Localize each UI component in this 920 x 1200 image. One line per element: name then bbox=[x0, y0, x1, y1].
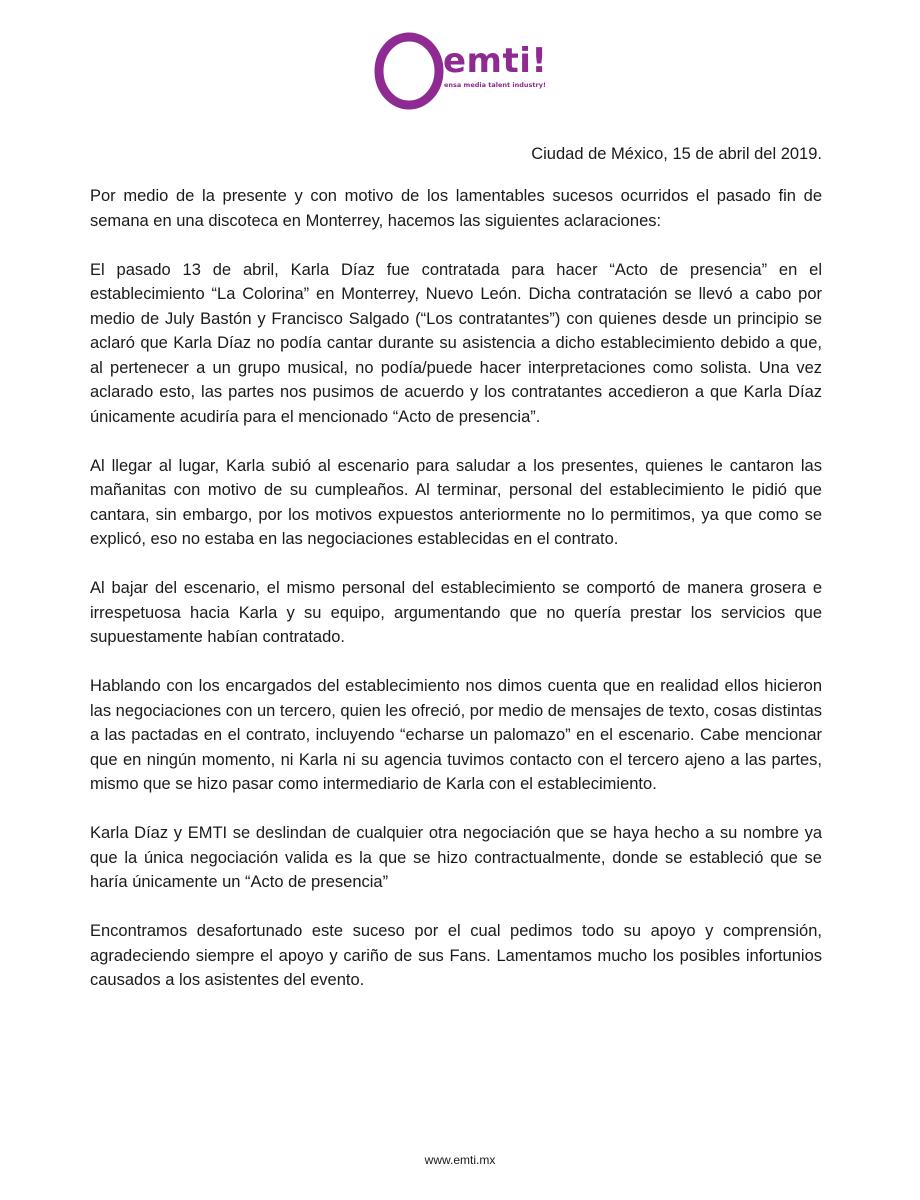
paragraph: Al llegar al lugar, Karla subió al escenario para saludar a los presentes, quienes le cantaron las mañanitas con motivo de su cumpleaños. Al terminar, personal del establecimiento le pidió que cantara, sin embargo, por los motivos expuestos anteriormente no lo permitimos, ya que como se explicó, eso no estaba en las negociaciones establecidas en el contrato. bbox=[90, 456, 822, 548]
letter-date: Ciudad de México, 15 de abril del 2019. bbox=[531, 145, 822, 163]
emti-logo bbox=[372, 31, 548, 111]
paragraph: El pasado 13 de abril, Karla Díaz fue contratada para hacer “Acto de presencia” en el establecimiento “La Colorina” en Monterrey, Nuevo León. Dicha contratación se llevó a cabo por medio de July Bastón y Francisco Salgado (“Los contratantes”) con quienes desde un principio se aclaró que Karla Díaz no podía cantar durante su asistencia a dicho establecimiento debido a que, al pertenecer a un grupo musical, no podía/puede hacer interpretaciones como solista. Una vez aclarado esto, las partes nos pusimos de acuerdo y los contratantes accedieron a que Karla Díaz únicamente acudiría para el mencionado “Acto de presencia”. bbox=[90, 260, 822, 426]
paragraph: Al bajar del escenario, el mismo personal del establecimiento se comportó de manera grosera e irrespetuosa hacia Karla y su equipo, argumentando que no quería prestar los servicios que supuestamente habían contratado. bbox=[90, 579, 822, 646]
paragraph: Por medio de la presente y con motivo de los lamentables sucesos ocurridos el pasado fin de semana en una discoteca en Monterrey, hacemos las siguientes aclaraciones: bbox=[90, 187, 822, 230]
logo-wordmark: emti! bbox=[443, 41, 548, 81]
paragraph: Encontramos desafortunado este suceso por el cual pedimos todo su apoyo y comprensión, agradeciendo siempre el apoyo y cariño de sus Fans. Lamentamos mucho los posibles infortunios causados a los asistentes del evento. bbox=[90, 922, 822, 989]
brush-circle-logo-icon bbox=[372, 31, 448, 111]
letter-body bbox=[90, 184, 822, 1017]
paragraph: Hablando con los encargados del establecimiento nos dimos cuenta que en realidad ellos hicieron las negociaciones con un tercero, quien les ofreció, por medio de mensajes de texto, cosas distintas a las pactadas en el contrato, incluyendo “echarse un palomazo” en el escenario. Cabe mencionar que en ningún momento, ni Karla ni su agencia tuvimos contacto con el tercero ajeno a las partes, mismo que se hizo pasar como intermediario de Karla con el establecimiento. bbox=[90, 677, 822, 793]
footer-url: www.emti.mx bbox=[424, 1153, 496, 1167]
paragraph: Karla Díaz y EMTI se deslindan de cualquier otra negociación que se haya hecho a su nombre ya que la única negociación valida es la que se hizo contractualmente, donde se estableció que se haría únicamente un “Acto de presencia” bbox=[90, 824, 822, 891]
logo-tagline: ensa media talent industry! bbox=[444, 81, 546, 89]
